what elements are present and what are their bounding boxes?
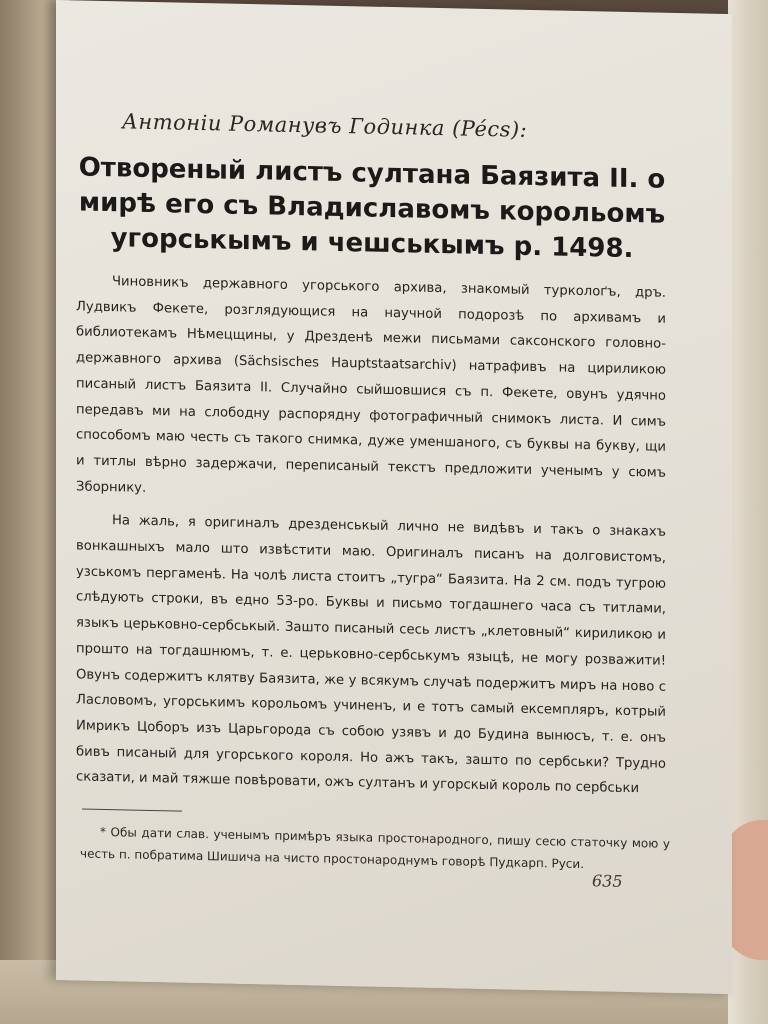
article-title: Отвореный листъ султана Баязита II. о мирѣ его съ Владиславомъ корольомъ угорськымъ и чешськымъ р. 1498.	[78, 152, 666, 265]
article-body	[76, 268, 666, 802]
footnote-rule	[82, 809, 182, 812]
paragraph: Чиновникъ державного угорського архива, знакомый турколоґъ, дръ. Лудвикъ Фекете, розглядующися на научной подорозѣ по архивамъ и библиотекамъ Нѣмецщины, у Дрезденѣ межи письмами саксонского головно-державного архива (Sächsisches Hauptstaatsarchiv) натрафивъ на цириликою писаный листъ Баязита II. Случайно сыйшовшися съ п. Фекете, овунъ удячно передавъ ми на слободну распорядну фотографичный снимокъ листа. И симъ способомъ маю честь съ такого снимка, дуже уменшаного, съ буквы на букву, щи и титлы вѣрно задержачи, переписаный текстъ предложити ученымъ у сюмъ Зборнику.	[76, 274, 666, 496]
paragraph: На жаль, я оригиналъ дрезденськый лично не видѣвъ и такъ о знакахъ вонкашныхъ мало што извѣстити маю. Оригиналъ писанъ на долговистомъ, узськомъ пергаменѣ. На чолѣ листа стоитъ „тугра“ Баязита. На 2 см. подъ тугрою слѣдують строки, въ едно 53-ро. Буквы и письмо тогдашнего часа съ титлами, языкъ церьковно-сербськый. Зашто писаный сесь листъ „клетовный“ кириликою и прошто на тогдашнюмъ, т. е. церьковно-сербськумъ языцѣ, не могу розважити! Овунъ содержитъ клятву Баязита, же у всякумъ случаѣ подержитъ миръ на ново с Ласловомъ, угорськимъ корольомъ учиненъ, и е тотъ самый ексемпляръ, котрый Имрикъ Цоборъ изъ Царьгорода съ собою узявъ и до Будина вынюсъ, т. е. онъ бивъ писаный для угорського короля. Но ажъ такъ, зашто по сербськи? Трудно сказати, и май тяжше повѣровати, ожъ султанъ и угорскый король по сербськи	[76, 513, 666, 797]
article-author: Антоніи Романувъ Годинка (Pécs):	[122, 109, 528, 142]
footnote: * Обы дати слав. ученымъ примѣръ языка простонародного, пишу сесю статочку мою у честь п. побратима Шишича на чисто простонароднумъ говорѣ Пудкарп. Руси.	[80, 824, 670, 872]
page-number: 635	[592, 871, 623, 891]
book-page	[56, 0, 732, 994]
